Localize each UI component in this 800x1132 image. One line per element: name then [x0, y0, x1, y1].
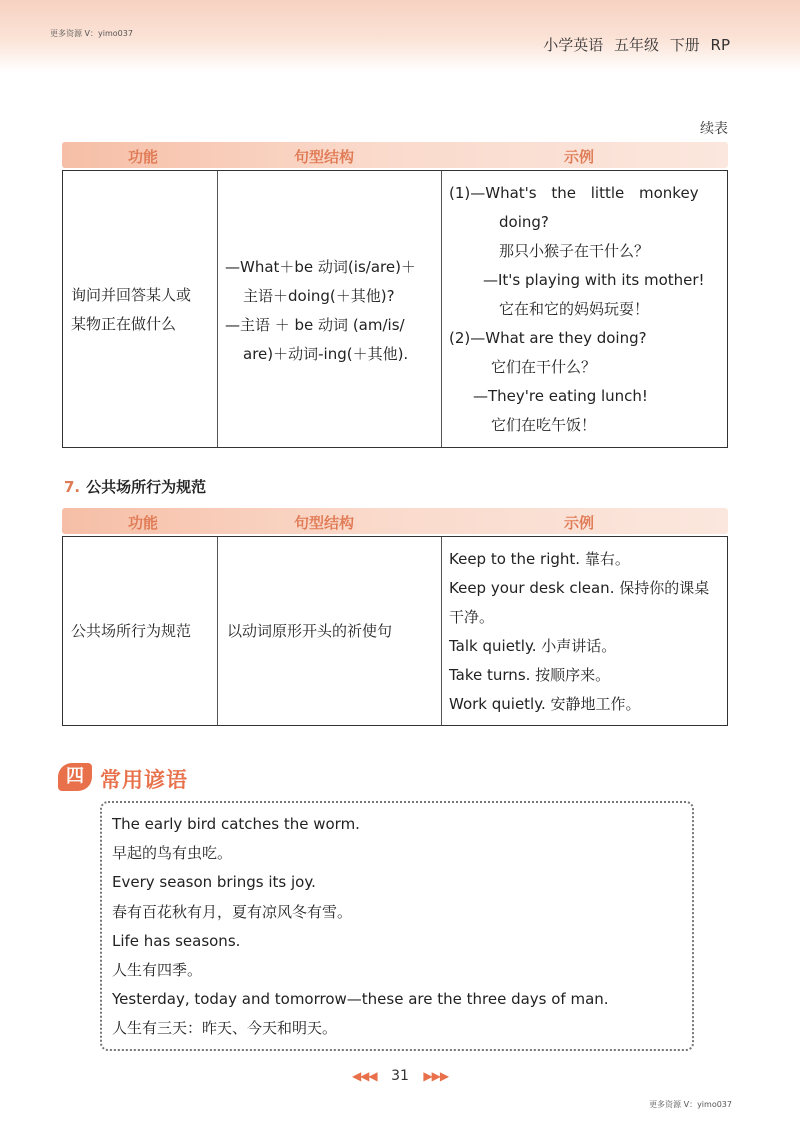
example-line: Take turns. 按顺序来。 — [449, 666, 611, 684]
page-number: 31 — [391, 1068, 409, 1084]
proverb-line: 人生有三天：昨天、今天和明天。 — [112, 1019, 338, 1038]
proverb-line: Yesterday, today and tomorrow—these are the three days of man. — [112, 990, 609, 1009]
table1-structure — [225, 253, 437, 369]
header-example: 示例 — [564, 148, 595, 166]
arrow-right-icon: ▶▶▶ — [423, 1069, 449, 1083]
table1-structure-line: —主语 ＋ be 动词 (am/is/ — [225, 316, 405, 334]
table1-function-line: 询问并回答某人或 — [71, 286, 192, 304]
example-line: 那只小猴子在干什么？ — [499, 242, 650, 260]
table2-structure: 以动词原形开头的祈使句 — [227, 622, 393, 640]
arrow-left-icon: ◀◀◀ — [351, 1069, 377, 1083]
table2-divider-2 — [441, 537, 442, 725]
section-7-heading — [64, 476, 206, 497]
table2 — [62, 536, 728, 726]
header-structure: 句型结构 — [294, 514, 355, 532]
header-function: 功能 — [128, 514, 159, 532]
example-line: (1)—What's the little monkey — [449, 184, 699, 202]
proverb-line: The early bird catches the worm. — [112, 815, 360, 833]
table2-examples — [449, 545, 725, 719]
example-line: Work quietly. 安静地工作。 — [449, 695, 641, 713]
table1-structure-line: —What＋be 动词(is/are)＋ — [225, 258, 416, 276]
table2-header — [62, 508, 728, 534]
header-structure: 句型结构 — [294, 148, 355, 166]
example-line: —They're eating lunch! — [473, 387, 648, 405]
header-watermark: 更多资源 V：yimo037 — [50, 29, 133, 38]
table1-structure-line: are)＋动词-ing(＋其他). — [243, 345, 409, 363]
book-title: 小学英语 五年级 下册 RP — [543, 36, 730, 54]
table1-function — [71, 281, 216, 339]
example-line: —It's playing with its mother! — [483, 271, 705, 289]
example-line: 干净。 — [449, 608, 495, 626]
table2-divider-1 — [217, 537, 218, 725]
example-line: 它们在干什么？ — [491, 358, 597, 376]
table2-function: 公共场所行为规范 — [71, 622, 192, 640]
proverb-line: Life has seasons. — [112, 931, 241, 950]
table1-examples — [449, 179, 725, 440]
page-footer — [0, 1068, 800, 1084]
example-line: 它们在吃午饭！ — [491, 416, 597, 434]
proverb-line: Every season brings its joy. — [112, 873, 316, 892]
example-line: Keep to the right. 靠右。 — [449, 550, 630, 568]
example-line: Talk quietly. 小声讲话。 — [449, 637, 617, 655]
continued-label: 续表 — [700, 121, 728, 137]
table1-function-line: 某物正在做什么 — [71, 315, 177, 333]
proverb-line: 人生有四季。 — [112, 961, 203, 980]
table1-divider-2 — [441, 171, 442, 447]
header-example: 示例 — [564, 514, 595, 532]
proverbs-list — [112, 810, 609, 1044]
table1-divider-1 — [217, 171, 218, 447]
proverb-line: 春有百花秋有月，夏有凉风冬有雪。 — [112, 902, 353, 921]
section-number: 7. — [64, 478, 81, 496]
example-line: 它在和它的妈妈玩耍！ — [499, 300, 650, 318]
table1-structure-line: 主语＋doing(＋其他)? — [243, 287, 395, 305]
example-line: doing? — [499, 213, 549, 231]
footer-watermark: 更多资源 V：yimo037 — [649, 1100, 732, 1109]
proverb-line: 早起的鸟有虫吃。 — [112, 844, 233, 863]
proverbs-title: 常用谚语 — [100, 768, 188, 792]
section-title: 公共场所行为规范 — [86, 478, 207, 496]
table1-header — [62, 142, 728, 168]
header-function: 功能 — [128, 148, 159, 166]
example-line: (2)—What are they doing? — [449, 329, 647, 347]
section-badge: 四 — [58, 763, 92, 791]
table1 — [62, 170, 728, 448]
example-line: Keep your desk clean. 保持你的课桌 — [449, 579, 710, 597]
